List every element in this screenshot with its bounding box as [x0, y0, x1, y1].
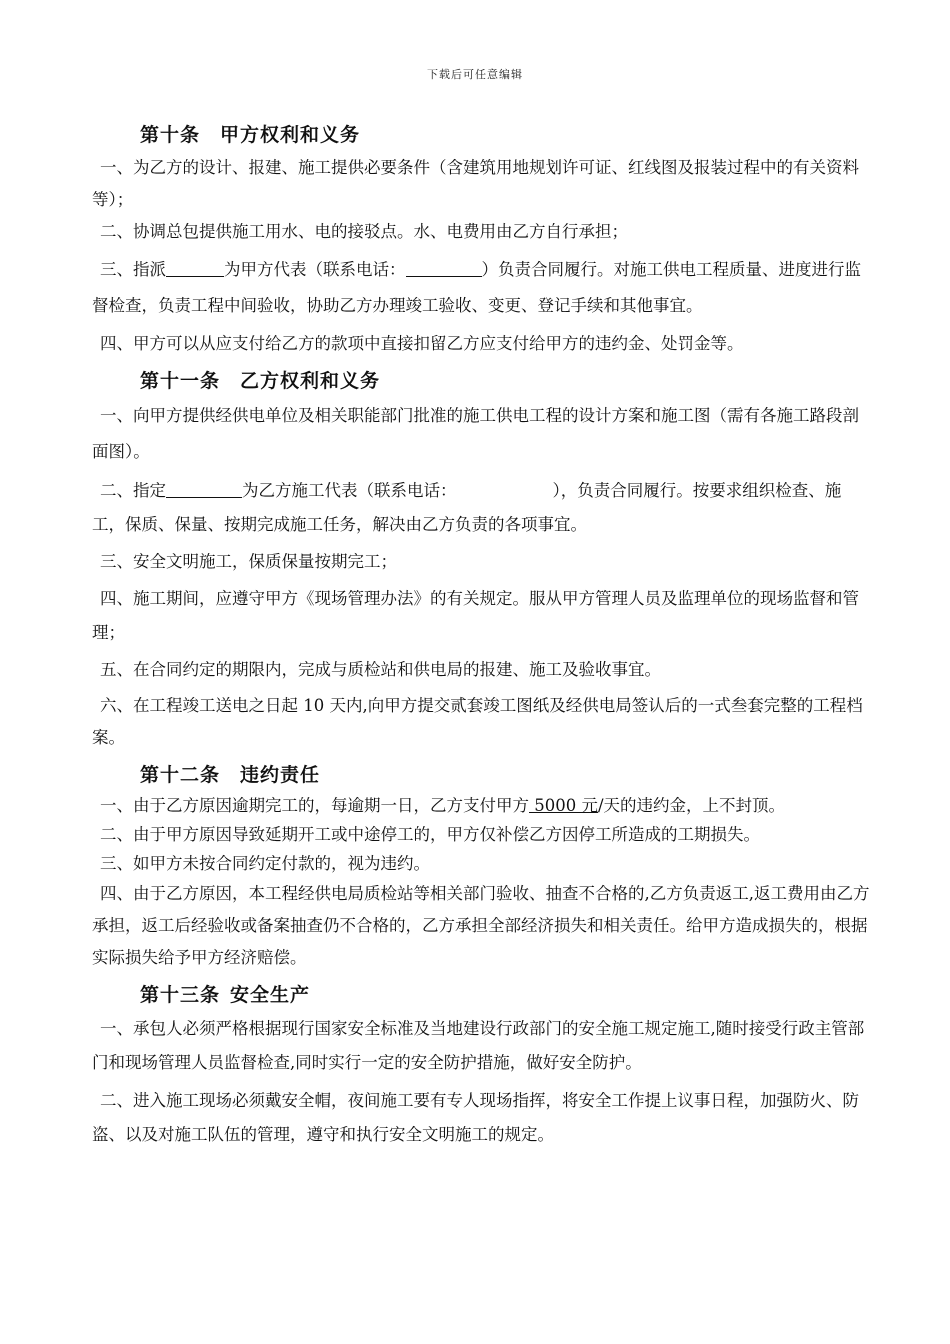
article-11-clause-2 [92, 474, 872, 542]
article-11-heading [92, 364, 872, 398]
article-11-clause-3-text: 三、安全文明施工，保质保量按期完工； [100, 552, 397, 571]
article-11-clause-6-text: 六、在工程竣工送电之日起 10 天内,向甲方提交贰套竣工图纸及经供电局签认后的一式叁套完整的工程档案。 [92, 696, 863, 747]
page-header: 下载后可任意编辑 [427, 68, 523, 81]
article-11-title: 乙方权利和义务 [240, 370, 381, 392]
article-12-clause-1-text-b: /天的违约金，上不封顶。 [597, 796, 786, 815]
article-12-clause-2 [92, 820, 872, 850]
article-11-clause-2-text-b: 为乙方施工代表（联系电话： [242, 481, 457, 500]
contractor-representative-blank [166, 479, 242, 498]
article-10-clause-4-text: 四、甲方可以从应支付给乙方的款项中直接扣留乙方应支付给甲方的违约金、处罚金等。 [100, 334, 744, 353]
penalty-amount: 5000 元 [529, 796, 598, 815]
article-12-number: 第十二条 [140, 764, 221, 786]
article-12-clause-4 [92, 878, 872, 974]
article-10-title: 甲方权利和义务 [220, 124, 361, 146]
article-11-clause-6 [92, 690, 872, 754]
article-11-clause-2-text-a: 二、指定 [100, 481, 166, 500]
article-13-clause-1-text: 一、承包人必须严格根据现行国家安全标准及当地建设行政部门的安全施工规定施工,随时接受行政主管部门和现场管理人员监督检查,同时实行一定的安全防护措施，做好安全防护。 [92, 1019, 865, 1072]
article-12-clause-1 [92, 792, 872, 820]
article-11-clause-5-text: 五、在合同约定的期限内，完成与质检站和供电局的报建、施工及验收事宜。 [100, 660, 661, 679]
article-10-clause-2 [92, 216, 872, 248]
article-10-clause-2-text: 二、协调总包提供施工用水、电的接驳点。水、电费用由乙方自行承担； [100, 222, 628, 241]
article-10-clause-3 [92, 252, 872, 324]
article-13-title: 安全生产 [230, 984, 311, 1006]
representative-blank [166, 258, 224, 277]
article-13-clause-1 [92, 1012, 872, 1080]
article-10-clause-3-text-a: 三、指派 [100, 260, 166, 279]
article-11-clause-4-text: 四、施工期间，应遵守甲方《现场管理办法》的有关规定。服从甲方管理人员及监理单位的现场监督和管理； [92, 589, 859, 642]
article-10-number: 第十条 [140, 124, 201, 146]
article-11-clause-5 [92, 654, 872, 686]
article-13-clause-2 [92, 1084, 872, 1152]
article-12-clause-3 [92, 850, 872, 878]
phone-blank [406, 258, 482, 277]
article-10-clause-3-text-b: 为甲方代表（联系电话： [224, 260, 406, 279]
article-12-heading [92, 758, 872, 792]
article-13-heading [92, 978, 872, 1012]
article-12-clause-4-text: 四、由于乙方原因，本工程经供电局质检站等相关部门验收、抽查不合格的,乙方负责返工,返工费用由乙方承担，返工后经验收或备案抽查仍不合格的，乙方承担全部经济损失和相关责任。给甲方造成损失的，根据实际损失给予甲方经济赔偿。 [92, 884, 870, 967]
document-body [92, 118, 872, 1152]
article-11-clause-1-text: 一、向甲方提供经供电单位及相关职能部门批准的施工供电工程的设计方案和施工图（需有各施工路段剖面图）。 [92, 406, 859, 461]
article-11-clause-2-text-c: ），负责合同履行。按要求组织检查、施工，保质、保量、按期完成施工任务，解决由乙方负责的各项事宜。 [92, 481, 842, 534]
article-10-clause-1-text: 一、为乙方的设计、报建、施工提供必要条件（含建筑用地规划许可证、红线图及报装过程中的有关资料等）； [92, 158, 859, 209]
article-13-clause-2-text: 二、进入施工现场必须戴安全帽，夜间施工要有专人现场指挥，将安全工作提上议事日程，加强防火、防盗、以及对施工队伍的管理，遵守和执行安全文明施工的规定。 [92, 1091, 859, 1144]
article-11-clause-1 [92, 398, 872, 470]
article-10-clause-1 [92, 152, 872, 216]
article-11-clause-3 [92, 546, 872, 578]
article-12-clause-1-text-a: 一、由于乙方原因逾期完工的，每逾期一日，乙方支付甲方 [100, 796, 529, 815]
article-10-clause-3-text-c: ）负责合同履行。对施工供电工程质量、进度进行监督检查，负责工程中间验收，协助乙方办理竣工验收、变更、登记手续和其他事宜。 [92, 260, 861, 315]
article-12-title: 违约责任 [240, 764, 321, 786]
article-12-clause-2-text: 二、由于甲方原因导致延期开工或中途停工的，甲方仅补偿乙方因停工所造成的工期损失。 [100, 825, 760, 844]
article-11-clause-4 [92, 582, 872, 650]
article-10-heading [92, 118, 872, 152]
article-12-clause-3-text: 三、如甲方未按合同约定付款的，视为违约。 [100, 854, 430, 873]
article-11-number: 第十一条 [140, 370, 221, 392]
article-13-number: 第十三条 [140, 984, 221, 1006]
article-10-clause-4 [92, 328, 872, 360]
